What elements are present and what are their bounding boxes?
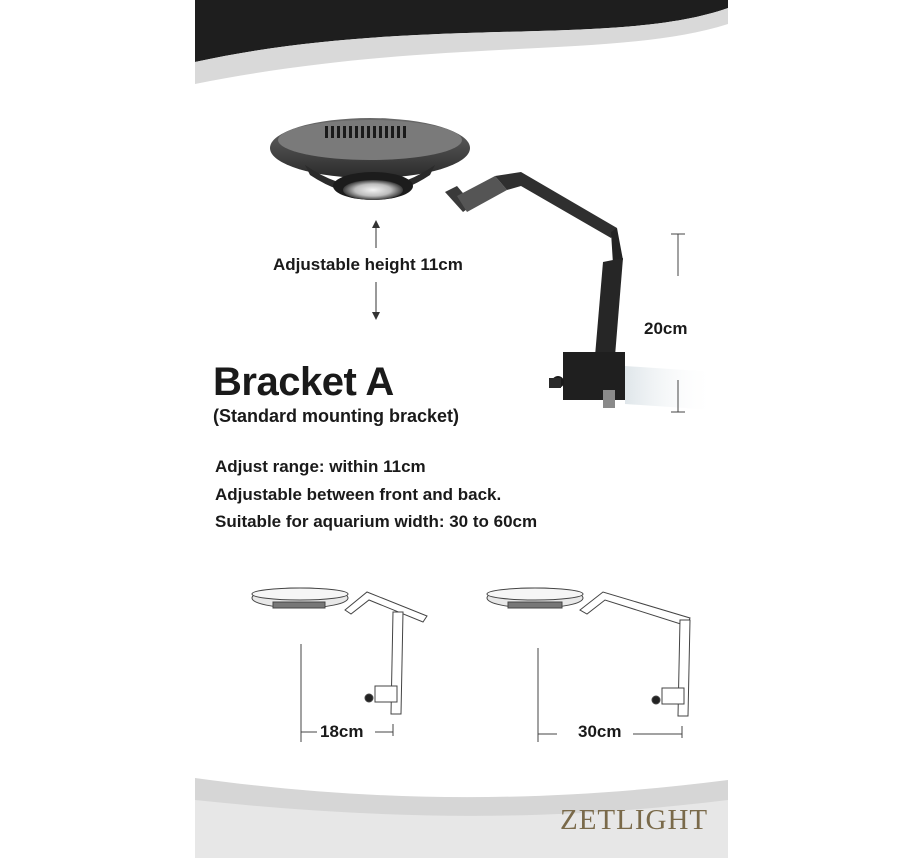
spec-list [215, 456, 537, 539]
diagram-18cm [252, 588, 427, 742]
adjustable-height-label: Adjustable height 11cm [273, 255, 463, 274]
spec-adjust-range: Adjust range: within 11cm [215, 457, 426, 476]
product-title: Bracket A [213, 360, 394, 404]
product-illustration [195, 0, 728, 858]
bracket-height-label: 20cm [644, 319, 688, 338]
short-depth-label: 18cm [320, 722, 364, 741]
long-depth-label: 30cm [578, 722, 622, 741]
bracket-arm [445, 172, 715, 410]
top-band [195, 0, 728, 84]
spec-aquarium-width: Suitable for aquarium width: 30 to 60cm [215, 512, 538, 531]
brand-logo: ZETLIGHT [560, 804, 709, 836]
diagram-30cm [487, 588, 690, 742]
product-panel [195, 0, 728, 858]
spec-front-back: Adjustable between front and back. [215, 484, 502, 504]
lamp-fixture [270, 118, 470, 200]
product-subtitle: (Standard mounting bracket) [213, 406, 460, 426]
